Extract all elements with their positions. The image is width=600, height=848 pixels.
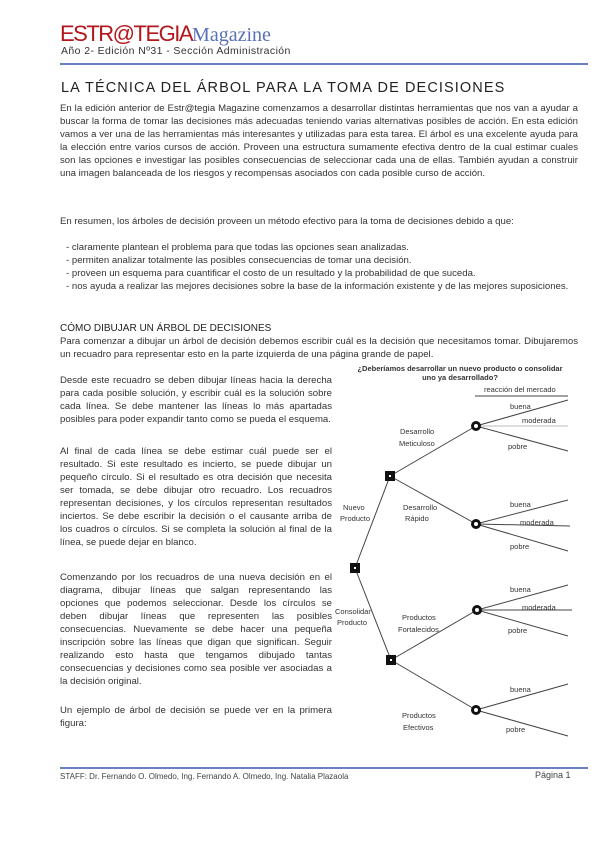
decision-nodes bbox=[350, 471, 396, 665]
branch-label: Efectivos bbox=[403, 723, 434, 732]
paragraph: Al final de cada línea se debe estimar cuál puede ser el resultado. Si este resultado es incierto, se puede dibujar un pequeño círculo. Si el resultado es otra decisión que necesita ser tomada, se debe dibujar otro recuadro. Los recuadros representan decisiones, y los círculos representan resultados inciertos. Se debe escribir la decisión o el causante arriba de los cuadros o círculos. Si se completa la solución al final de la línea, se puede dejar en blanco. bbox=[60, 446, 332, 548]
issue-info: Año 2- Edición Nº31 - Sección Administración bbox=[61, 45, 291, 57]
paragraph: Un ejemplo de árbol de decisión se puede ver en la primera figura: bbox=[60, 705, 332, 729]
branch-label: Consolidar bbox=[335, 607, 371, 616]
outcome-label: buena bbox=[510, 402, 531, 411]
logo-main: ESTR@TEGIA bbox=[60, 21, 193, 46]
outcome-label: moderada bbox=[520, 518, 554, 527]
footer-rule bbox=[60, 767, 588, 769]
section-intro: Para comenzar a dibujar un árbol de decisión debemos escribir cuál es la decisión que necesitamos tomar. Dibujaremos un recuadro para representar esto en la parte izquierda de una página grande de papel. bbox=[60, 336, 578, 360]
article-title: LA TÉCNICA DEL ÁRBOL PARA LA TOMA DE DECISIONES bbox=[61, 80, 506, 96]
page-number: Página 1 bbox=[535, 770, 571, 780]
logo-sub: Magazine bbox=[192, 24, 271, 46]
tree-lines bbox=[355, 396, 572, 736]
chance-nodes bbox=[473, 423, 481, 714]
branch-label: Producto bbox=[337, 618, 368, 627]
branch-label: Desarrollo bbox=[403, 503, 438, 512]
outcome-label: moderada bbox=[522, 603, 556, 612]
list-item: - permiten analizar totalmente las posibles consecuencias de tomar una decisión. bbox=[66, 255, 412, 266]
branch-label: Productos bbox=[402, 711, 436, 720]
outcome-label: buena bbox=[510, 500, 531, 509]
branch-label: Productos bbox=[402, 613, 436, 622]
chance-circle-icon bbox=[474, 607, 481, 614]
outcome-label: pobre bbox=[510, 542, 530, 551]
market-label: reacción del mercado bbox=[484, 385, 556, 394]
chance-circle-icon bbox=[473, 707, 480, 714]
branch-label: Desarrollo bbox=[400, 427, 435, 436]
list-item: - claramente plantean el problema para que todas las opciones sean analizadas. bbox=[66, 242, 409, 253]
outcome-label: pobre bbox=[508, 442, 528, 451]
summary-paragraph: En resumen, los árboles de decisión proveen un método efectivo para la toma de decisiones debido a que: bbox=[60, 216, 514, 227]
branch-label: Rápido bbox=[405, 514, 429, 523]
chance-circle-icon bbox=[473, 521, 480, 528]
figure-title: uno ya desarrollado? bbox=[422, 373, 498, 382]
outcome-label: pobre bbox=[508, 626, 528, 635]
list-item: - nos ayuda a realizar las mejores decisiones sobre la base de la información existente y de las mejores suposiciones. bbox=[66, 281, 569, 292]
list-item: - proveen un esquema para cuantificar el costo de un resultado y la probabilidad de que suceda. bbox=[66, 268, 476, 279]
branch-label: Meticuloso bbox=[399, 439, 435, 448]
branch-label: Producto bbox=[340, 514, 371, 523]
outcome-label: buena bbox=[510, 685, 531, 694]
figure-title: ¿Deberíamos desarrollar un nuevo producto o consolidar bbox=[357, 364, 563, 373]
paragraph: Desde este recuadro se deben dibujar líneas hacia la derecha para cada posible solución, y escribir cuál es la solución sobre cada línea. Se debe mantener las líneas lo más apartadas posibles para poder expandir tanto como se pueda el esquema. bbox=[60, 375, 332, 425]
branch-label: Nuevo bbox=[343, 503, 365, 512]
staff-credits: STAFF: Dr. Fernando O. Olmedo, Ing. Fernando A. Olmedo, Ing. Natalia Plazaola bbox=[60, 772, 349, 781]
chance-circle-icon bbox=[473, 423, 480, 430]
intro-paragraph: En la edición anterior de Estr@tegia Magazine comenzamos a desarrollar distintas herramientas que nos van a ayudar a buscar la forma de tomar las decisiones más adecuadas teniendo varias alternativas posibles de acción. En esta edición vamos a ver una de las herramientas más interesantes y utilizadas para esta tarea. El árbol es una excelente ayuda para la elección entre varios cursos de acción. Proveen una estructura sumamente efectiva dentro de la cual estimar cuales son las opciones e investigar las posibles consecuencias de seleccionar cada una de ellas. También ayudan a construir una imagen balanceada de los riesgos y recompensas asociados con cada posible curso de acción. bbox=[60, 103, 578, 179]
outcome-label: pobre bbox=[506, 725, 526, 734]
paragraph: Comenzando por los recuadros de una nueva decisión en el diagrama, dibujar líneas que salgan representando las opciones que podemos seleccionar. Desde los círculos se deben dibujar líneas que representen las posibles consecuencias. Nuevamente se debe hacer una pequeña inscripción sobre las líneas que digan que significan. Seguir realizando esto hasta que tengamos dibujado tantas consecuencias y decisiones como sea posible ver asociadas a la decisión original. bbox=[60, 572, 332, 687]
outcome-label: moderada bbox=[522, 416, 556, 425]
section-heading: CÓMO DIBUJAR UN ÁRBOL DE DECISIONES bbox=[60, 323, 272, 334]
outcome-label: buena bbox=[510, 585, 531, 594]
branch-label: Fortalecidos bbox=[398, 625, 439, 634]
